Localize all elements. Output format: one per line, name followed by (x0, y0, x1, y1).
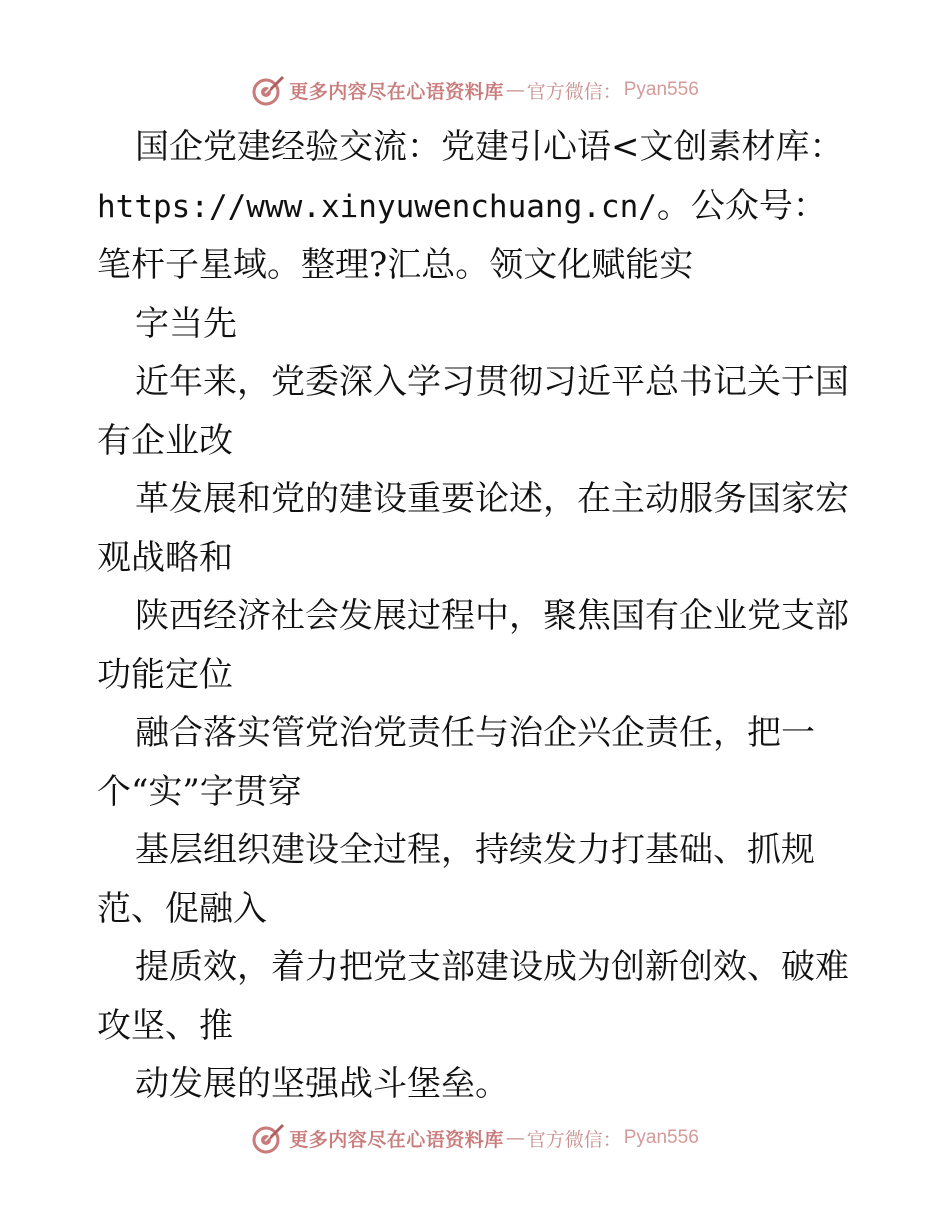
quill-pen-logo-icon (251, 1121, 285, 1155)
banner-dash: — (505, 79, 525, 101)
paragraph-3: 近年来，党委深入学习贯彻习近平总书记关于国有企业改 (97, 362, 849, 461)
paragraph-1 (97, 118, 857, 295)
banner-dash: — (505, 1127, 525, 1149)
paragraph-5: 陕西经济社会发展过程中，聚焦国有企业党支部功能定位 (97, 596, 849, 695)
banner-wechat-label: 官方微信： (526, 80, 622, 103)
header-watermark-banner (0, 70, 950, 110)
paragraph-9: 动发展的坚强战斗堡垒。 (135, 1064, 509, 1104)
paragraph-4: 革发展和党的建设重要论述，在主动服务国家宏观战略和 (97, 479, 849, 578)
paragraph-8: 提质效，着力把党支部建设成为创新创效、破难攻坚、推 (97, 947, 849, 1046)
paragraph-6: 融合落实管党治党责任与治企兴企责任，把一个“实”字贯穿 (97, 713, 815, 812)
source-url-link[interactable]: https://www.xinyuwenchuang.cn/ (97, 188, 657, 225)
document-body (97, 118, 857, 1114)
banner-wechat-label: 官方微信： (526, 1128, 622, 1151)
paragraph-1-text: 国企党建经验交流：党建引心语<文创素材库： (135, 127, 844, 167)
paragraph-2: 字当先 (135, 303, 237, 344)
footer-watermark-banner (0, 1118, 950, 1158)
banner-wechat-id: Pyan556 (623, 79, 699, 100)
banner-brand-text: 更多内容尽在心语资料库 (289, 80, 504, 103)
paragraph-1-rest: 。公众号：笔杆子星域。整理?汇总。领文化赋能实 (97, 185, 827, 285)
paragraph-7: 基层组织建设全过程，持续发力打基础、抓规范、促融入 (97, 830, 815, 929)
banner-wechat-id: Pyan556 (623, 1127, 699, 1148)
quill-pen-logo-icon (251, 73, 285, 107)
banner-brand-text: 更多内容尽在心语资料库 (289, 1128, 504, 1151)
